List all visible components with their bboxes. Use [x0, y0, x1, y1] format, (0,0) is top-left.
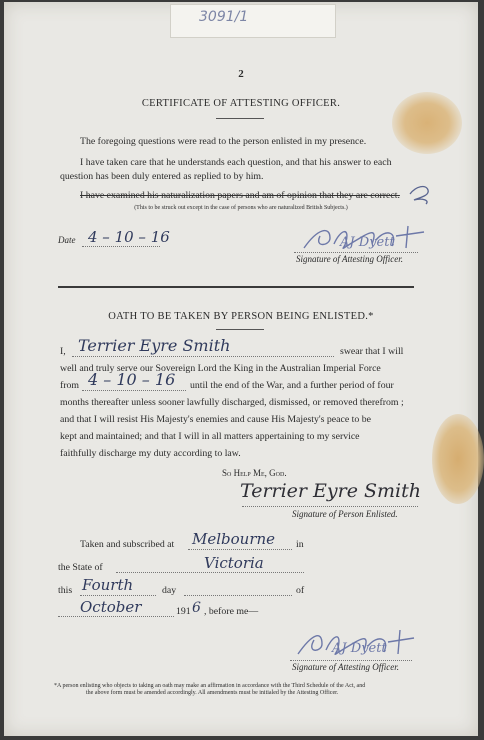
enlistee-signature: Terrier Eyre Smith: [240, 480, 422, 502]
date-value: 4 – 10 – 16: [88, 228, 170, 246]
attesting-officer-signature-2: [294, 626, 420, 662]
section-divider: [58, 286, 414, 288]
place-field-line: [188, 549, 292, 550]
date-label: Date: [58, 235, 76, 245]
certificate-heading: CERTIFICATE OF ATTESTING OFFICER.: [141, 98, 341, 109]
signature-2-line: [290, 660, 412, 661]
day-label: day: [162, 585, 177, 596]
oath-from-label: from: [60, 380, 80, 391]
tab-handwriting: 3091/1: [199, 9, 249, 25]
of-label: of: [296, 585, 305, 596]
oath-i-label: I,: [60, 346, 66, 357]
heading-underline: [216, 118, 264, 119]
certificate-line-3-struck: I have examined his naturalization papers and am of opinion that they are correct.: [80, 190, 400, 201]
top-paper-tab: [170, 4, 336, 38]
signature-line: [294, 252, 418, 253]
attesting-officer-signature-text: AJ Dyett: [340, 235, 395, 250]
footnote-line-2: the above form must be amended accordingly. All amendments must be initialed by the Attesting Officer.: [86, 690, 339, 696]
attesting-officer-caption: Signature of Attesting Officer.: [296, 254, 403, 264]
oath-line-2: well and truly serve our Sovereign Lord the King in the Australian Imperial Force: [60, 363, 381, 374]
year-digit: 6: [192, 600, 201, 616]
enlistee-signature-line: [242, 506, 418, 507]
year-prefix: 191: [176, 606, 191, 617]
taken-subscribed-label: Taken and subscribed at: [80, 539, 175, 550]
oath-from-date: 4 – 10 – 16: [88, 370, 176, 389]
date-field-line: [82, 246, 160, 247]
oath-line-4: months thereafter unless sooner lawfully discharged, dismissed, or removed therefrom ;: [60, 397, 404, 408]
subscribed-month: October: [80, 598, 142, 616]
attesting-officer-caption-2: Signature of Attesting Officer.: [292, 662, 399, 672]
from-date-line: [82, 390, 186, 391]
before-me-text: , before me—: [204, 606, 259, 617]
naturalization-note: (This to be struck out except in the case of persons who are naturalized British Subjects.): [134, 205, 348, 211]
attestation-document-page: [4, 2, 478, 736]
oath-swear-text: swear that I will: [340, 346, 404, 357]
enlistee-name: Terrier Eyre Smith: [78, 336, 231, 355]
subscribed-place: Melbourne: [192, 530, 276, 548]
strike-flourish: [408, 182, 434, 206]
state-field-line: [116, 572, 304, 573]
day-field-line: [80, 595, 156, 596]
in-label: in: [296, 539, 304, 550]
name-field-line: [72, 356, 334, 357]
oath-line-3: until the end of the War, and a further period of four: [190, 380, 394, 391]
certificate-line-2b: question has been duly entered as replied to by him.: [60, 171, 264, 182]
oath-line-5: and that I will resist His Majesty's enemies and cause His Majesty's peace to be: [60, 414, 371, 425]
certificate-line-1: The foregoing questions were read to the person enlisted in my presence.: [80, 136, 367, 147]
certificate-line-2a: I have taken care that he understands each question, and that his answer to each: [80, 157, 392, 168]
subscribed-state: Victoria: [204, 554, 264, 572]
so-help-me-god: So Help Me, God.: [222, 468, 287, 478]
attesting-officer-signature-2-text: AJ Dyett: [332, 641, 387, 656]
month-field-line: [58, 616, 174, 617]
oath-heading-underline: [216, 329, 264, 330]
day-blank-line: [184, 595, 292, 596]
page-number: 2: [238, 68, 244, 80]
footnote-line-1: *A person enlisting who objects to taking an oath may make an affirmation in accordance with the Third Schedule of the Act, and: [54, 683, 366, 689]
this-label: this: [58, 585, 73, 596]
subscribed-day: Fourth: [82, 576, 134, 594]
oath-line-7: faithfully discharge my duty according to law.: [60, 448, 241, 459]
stain-mark: [432, 414, 484, 504]
oath-line-6: kept and maintained; and that I will in all matters appertaining to my service: [60, 431, 360, 442]
enlistee-signature-caption: Signature of Person Enlisted.: [292, 509, 398, 519]
state-label: the State of: [58, 562, 103, 573]
oath-heading: OATH TO BE TAKEN BY PERSON BEING ENLISTED.*: [108, 311, 374, 322]
attesting-officer-signature-1: [300, 222, 430, 256]
